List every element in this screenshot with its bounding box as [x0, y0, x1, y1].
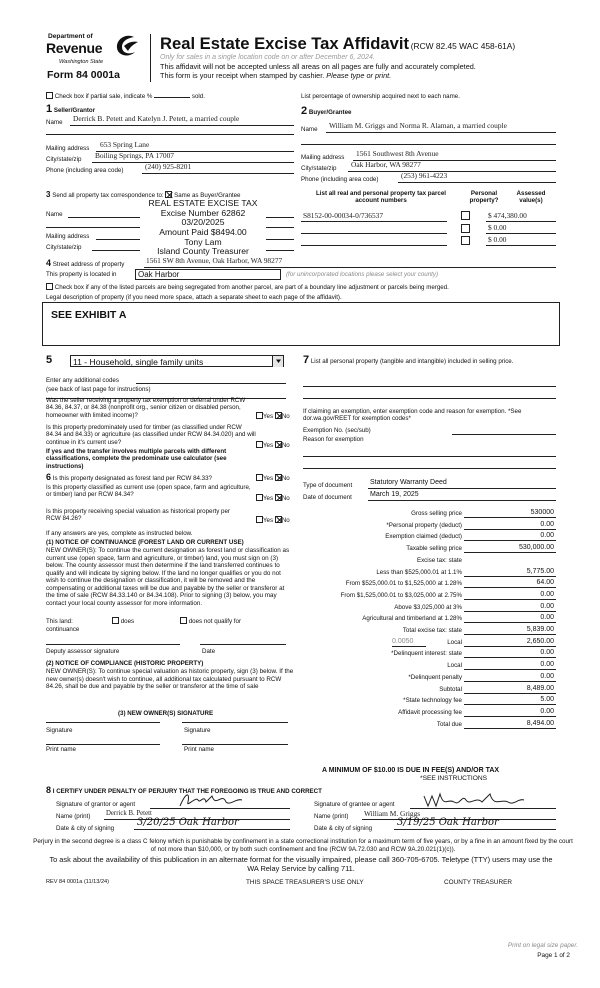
buyer-name-label: Name — [301, 126, 318, 133]
located-select[interactable]: Oak Harbor — [135, 269, 281, 280]
forest-question-row — [46, 472, 260, 483]
see-back-note: (see back of last page for instructions) — [46, 386, 151, 393]
owner-signature-label-1: Signature — [46, 727, 73, 734]
historic-question: Is this property receiving special valuation as historical property per RCW 84.26? — [46, 508, 230, 523]
segregated-row — [46, 283, 449, 291]
street-address-field[interactable]: 1561 SW 8th Avenue, Oak Harbor, WA 98277 — [144, 257, 556, 268]
grantee-date-field[interactable]: 3/19/25 Oak Harbor — [394, 817, 556, 830]
calc-value[interactable]: 530,000.00 — [518, 544, 554, 552]
owner-print-label-1: Print name — [46, 746, 76, 753]
exemption-no-label: Exemption No. (sec/sub) — [303, 427, 371, 434]
seller-name-label: Name — [46, 119, 63, 126]
timber-yes-label: Yes — [263, 442, 274, 449]
calc-label: *Personal property (deduct) — [386, 521, 462, 529]
section-5-number: 5 — [46, 354, 53, 366]
additional-codes-label: Enter any additional codes — [46, 377, 119, 384]
grantor-date-label: Date & city of signing — [56, 825, 115, 832]
assessed-value-3[interactable]: $ 0.00 — [486, 236, 556, 246]
grantee-signature — [420, 790, 530, 810]
seller-name-line-2 — [46, 134, 294, 135]
current-use-no-checkbox[interactable] — [275, 494, 282, 501]
personal-checkbox-3[interactable] — [461, 236, 470, 245]
exemption-no-line[interactable] — [452, 434, 556, 435]
parcel-number-2[interactable] — [301, 233, 447, 234]
grantor-signature-scribble — [176, 790, 256, 810]
title-text: Real Estate Excise Tax Affidavit — [160, 34, 410, 53]
send-mailing-label: Mailing address — [46, 233, 90, 240]
this-land-row — [46, 618, 73, 625]
if-any-note: If any answers are yes, complete as instructed below. — [46, 530, 193, 537]
exemption-yes-no — [256, 412, 290, 420]
calc-label: From $525,000.01 to $1,525,000 at 1.28% — [345, 580, 462, 588]
legal-description-value: SEE EXHIBIT A — [51, 309, 127, 321]
seller-name-field[interactable]: Derrick B. Petett and Katelyn J. Petett, a married couple — [70, 115, 294, 126]
compliance-heading: (2) NOTICE OF COMPLIANCE (HISTORIC PROPERTY) — [46, 660, 204, 667]
compliance-body: NEW OWNER(S): To continue special valuation as historic property, sign (3) below. If the new owner(s) doesn't wish to continue, all additional tax calculated pursuant to RCW 84.26, shall be due and payable by the seller or transferor at the time of sale — [46, 668, 294, 691]
section-2-number: 2 — [301, 105, 308, 117]
personal-checkbox-2[interactable] — [461, 224, 470, 233]
calc-label: Excise tax: state — [416, 556, 462, 564]
grantee-name-field[interactable]: William M. Griggs — [362, 810, 556, 820]
only-for-text: Only for sales in a single location code on or after December 6, 2024. — [160, 54, 375, 61]
parcel-number-3[interactable] — [301, 245, 447, 246]
forest-yes-checkbox[interactable] — [256, 474, 263, 481]
grantor-date-field[interactable]: 3/20/25 Oak Harbor — [134, 817, 290, 830]
forest-yes-label: Yes — [263, 475, 274, 482]
buyer-heading — [301, 105, 352, 118]
calc-label: *State technology fee — [403, 697, 462, 705]
personal-property-row — [303, 354, 559, 367]
historic-yes-no — [256, 516, 290, 524]
see-instructions-note: *SEE INSTRUCTIONS — [420, 775, 488, 782]
exemption-reason-line-1[interactable] — [303, 456, 556, 457]
local-rate: 0.0050 — [392, 638, 426, 647]
owner-print-line-1[interactable] — [46, 744, 160, 745]
receipt-text — [160, 72, 391, 81]
calc-label: Local — [447, 662, 462, 670]
buyer-name-field[interactable]: William M. Griggs and Norma R. Alaman, a married couple — [326, 122, 556, 133]
exemption-claim-label: If claiming an exemption, enter exemption code and reason for exemption. *See dor.wa.gov/REET for exemption codes* — [303, 408, 522, 423]
parcel-number-1[interactable]: S8152-00-00034-0/736537 — [301, 212, 447, 222]
segregated-checkbox[interactable] — [46, 283, 53, 290]
calc-value[interactable]: 0.00 — [540, 649, 554, 657]
exemption-reason-label: Reason for exemption — [303, 436, 364, 443]
segregated-label: Check box if any of the listed parcels are being segregated from another parcel, are part of a boundary line adjustment or parcels being merged. — [54, 284, 449, 291]
forest-no-checkbox[interactable] — [275, 474, 282, 481]
deputy-date-line[interactable] — [200, 644, 286, 645]
deputy-date-label: Date — [202, 648, 216, 655]
owner-signature-label-2: Signature — [184, 727, 211, 734]
seller-city-label: City/state/zip — [46, 156, 82, 163]
calc-value[interactable]: 0.00 — [540, 707, 554, 715]
does-checkbox[interactable] — [112, 617, 119, 624]
this-land-label: This land: — [46, 618, 73, 625]
calc-value[interactable]: 2,650.00 — [526, 637, 554, 645]
new-owner-signature-heading: (3) NEW OWNER(S) SIGNATURE — [118, 710, 214, 717]
stamp-amount: Amount Paid $8494.00 — [159, 226, 247, 237]
seller-city-field[interactable]: Boiling Springs, PA 17007 — [92, 152, 294, 163]
calc-value[interactable]: 5,775.00 — [526, 567, 554, 575]
alt-format-note: To ask about the availability of this publication in an alternate format for the visually impaired, please call 360-705-6705. Teletype (TTY) users may use the WA Relay Service by calling 711. — [49, 855, 553, 873]
stamp-name: Tony Lam — [184, 236, 222, 247]
assessed-value-1[interactable]: $ 474,380.00 — [486, 212, 556, 222]
send-name-label: Name — [46, 211, 63, 218]
calc-label: Gross selling price — [411, 510, 462, 517]
revenue-wordmark: Revenue — [46, 40, 103, 56]
calc-label: Total excise tax: state — [402, 627, 462, 634]
calc-value[interactable]: 0.00 — [540, 614, 554, 622]
land-use-value: 11 - Household, single family units — [73, 357, 204, 367]
calc-value[interactable]: 0.00 — [540, 661, 554, 669]
does-option — [112, 617, 134, 625]
partial-sale-checkbox[interactable] — [46, 92, 53, 99]
deputy-signature-line[interactable] — [46, 644, 180, 645]
partial-sale-row — [46, 92, 205, 100]
section-7-number: 7 — [303, 354, 310, 366]
timber-yes-checkbox[interactable] — [256, 441, 263, 448]
page-number: Page 1 of 2 — [537, 952, 570, 959]
seller-phone-field[interactable]: (240) 925-8201 — [142, 163, 294, 174]
county-treasurer-label: COUNTY TREASURER — [444, 879, 512, 886]
legal-description-label: Legal description of property (if you need more space, attach a separate sheet to each page of the affidavit). — [46, 294, 342, 301]
seller-mailing-label: Mailing address — [46, 145, 90, 152]
calc-value[interactable]: 0.00 — [540, 590, 554, 598]
personal-checkbox-1[interactable] — [461, 211, 470, 220]
revision-code: REV 84 0001a (11/13/24) — [46, 879, 110, 885]
buyer-heading-text: Buyer/Grantee — [308, 109, 352, 116]
section-3-number: 3 — [46, 190, 51, 199]
seller-phone-label: Phone (including area code) — [46, 167, 124, 174]
seller-heading-text: Seller/Grantor — [53, 107, 96, 114]
calc-value[interactable]: 5,839.00 — [526, 626, 554, 633]
does-not-option — [180, 617, 241, 625]
dept-of-text: Department of — [48, 33, 93, 40]
send-city-label: City/state/zip — [46, 244, 82, 251]
owner-signature-line-1[interactable] — [46, 722, 160, 723]
land-use-select[interactable] — [70, 355, 284, 367]
calc-value[interactable]: 0.00 — [540, 520, 554, 528]
forest-yes-no — [256, 474, 290, 482]
additional-codes-line[interactable] — [136, 383, 286, 384]
assessed-header: Assessed value(s) — [516, 190, 546, 205]
dor-logo — [46, 33, 144, 83]
current-use-yes-no — [256, 494, 290, 502]
timber-no-label: No — [281, 442, 290, 449]
section-8-number: 8 — [46, 785, 52, 795]
seller-mailing-field[interactable]: 653 Spring Lane — [96, 141, 294, 152]
personal-property-line-1[interactable] — [303, 386, 556, 387]
historic-no-label: No — [281, 517, 290, 524]
located-label: This property is located in — [46, 271, 117, 278]
partial-sale-label: Check box if partial sale, indicate % — [54, 93, 153, 100]
buyer-city-label: City/state/zip — [301, 165, 337, 172]
exemption-yes-checkbox[interactable] — [256, 412, 263, 419]
exemption-no-checkbox[interactable] — [275, 412, 282, 419]
forest-question: Is this property designated as forest land per RCW 84.33? — [52, 475, 212, 482]
grantee-signature-scribble — [420, 790, 530, 810]
forest-no-label: No — [281, 475, 290, 482]
stamp-line-1: REAL ESTATE EXCISE TAX — [148, 198, 258, 208]
calc-label: From $1,525,000.01 to $3,025,000 at 2.75% — [340, 591, 462, 599]
does-not-label: does not qualify for — [188, 618, 242, 625]
continuance-label: continuance — [46, 626, 80, 633]
personal-property-line-2[interactable] — [303, 398, 556, 399]
not-accepted-text: This affidavit will not be accepted unless all areas on all pages are fully and accurately completed. — [160, 62, 476, 71]
current-use-no-label: No — [281, 495, 290, 502]
deputy-signature-label: Deputy assessor signature — [46, 648, 120, 655]
buyer-city-field[interactable]: Oak Harbor, WA 98277 — [348, 161, 556, 172]
calc-value[interactable]: 8,494.00 — [526, 719, 554, 727]
doc-type-field[interactable]: Statutory Warranty Deed — [368, 479, 556, 489]
timber-no-checkbox[interactable] — [275, 441, 282, 448]
grantee-date-label: Date & city of signing — [314, 825, 373, 832]
grantor-name-field[interactable]: Derrick B. Petett — [104, 810, 290, 820]
grantor-name-label: Name (print) — [56, 813, 91, 820]
certify-text: I CERTIFY UNDER PENALTY OF PERJURY THAT THE FOREGOING IS TRUE AND CORRECT — [52, 788, 322, 795]
same-as-buyer-checkbox[interactable] — [165, 191, 172, 198]
dor-swoosh-icon — [112, 33, 140, 59]
calc-label: *Delinquent penalty — [408, 673, 462, 681]
street-row — [46, 258, 124, 269]
grantor-signature — [176, 790, 256, 810]
personal-header: Personal property? — [469, 190, 499, 205]
calc-label: Exemption claimed (deduct) — [385, 533, 462, 541]
calc-value[interactable]: 530000 — [530, 509, 554, 516]
send-correspondence-label: Send all property tax correspondence to: — [52, 192, 164, 199]
header-divider — [150, 34, 151, 82]
timber-question: Is this property predominately used for timber (as classified under RCW 84.34 and 84.33) or agriculture (as classified under RCW 84.34.020) and will continue in it's current use? — [46, 424, 256, 446]
exemption-yes-label: Yes — [263, 413, 274, 420]
calc-value[interactable]: 0.00 — [540, 672, 554, 680]
current-use-yes-checkbox[interactable] — [256, 494, 263, 501]
treasurer-use-label: THIS SPACE TREASURER'S USE ONLY — [246, 879, 364, 886]
doc-date-label: Date of document — [303, 494, 352, 501]
calc-label: Subtotal — [439, 685, 462, 693]
calc-label: Less than $525,000.01 at 1.1% — [376, 568, 462, 576]
buyer-mailing-label: Mailing address — [301, 154, 345, 161]
form-number: Form 84 0001a — [47, 69, 120, 81]
unincorporated-note: (for unincorporated locations please select your county) — [286, 271, 439, 278]
partial-sold-label: sold. — [191, 93, 205, 100]
buyer-phone-field[interactable]: (253) 961-4223 — [398, 172, 556, 183]
calc-value[interactable]: 64.00 — [536, 579, 554, 587]
current-use-question: Is this property classified as current use (open space, farm and agriculture, or timber) land per RCW 84.34? — [46, 484, 251, 499]
personal-property-label: List all personal property (tangible and intangible) included in selling price. — [310, 358, 514, 365]
calc-label: *Delinquent interest: state — [391, 650, 462, 658]
calc-label: Affidavit processing fee — [398, 708, 462, 716]
grantee-name-label: Name (print) — [314, 813, 349, 820]
does-not-checkbox[interactable] — [180, 617, 187, 624]
calc-value[interactable]: 8,489.00 — [526, 684, 554, 692]
stamp-date: 03/20/2025 — [181, 217, 225, 228]
minimum-due-note: A MINIMUM OF $10.00 IS DUE IN FEE(S) AND/OR TAX — [322, 767, 500, 774]
exemption-reason-line-2[interactable] — [303, 468, 556, 469]
does-label: does — [120, 618, 135, 625]
calc-label: Taxable selling price — [406, 545, 462, 553]
grantor-signature-label: Signature of grantor or agent — [56, 801, 136, 808]
stamp-office: Island County Treasurer — [157, 246, 249, 257]
grantee-signature-label: Signature of grantee or agent — [314, 801, 395, 808]
exemption-question: Was the seller receiving a property tax exemption or deferral under RCW 84.36, 84.37, or 84.38 (nonprofit org., senior citizen or disabled person, homeowner with limited income)? — [46, 397, 246, 419]
buyer-phone-label: Phone (including area code) — [301, 176, 379, 183]
timber-yes-no — [256, 441, 290, 449]
buyer-name-line-2 — [301, 144, 556, 145]
section-1-number: 1 — [46, 103, 53, 115]
section-4-number: 4 — [46, 258, 52, 268]
doc-type-label: Type of document — [303, 482, 353, 489]
assessed-value-2[interactable]: $ 0.00 — [486, 224, 556, 234]
historic-yes-checkbox[interactable] — [256, 516, 263, 523]
section-6-number: 6 — [46, 472, 52, 482]
buyer-mailing-field[interactable]: 1561 Southwest 8th Avenue — [353, 150, 556, 161]
treasurer-stamp — [140, 199, 266, 257]
exemption-no-label: No — [281, 413, 290, 420]
continuance-body: NEW OWNER(S): To continue the current designation as forest land or classification as current use (open space, farm and agriculture, or timber) land, you must sign on (3) below. The county assessor must then determine if the land transferred continues to qualify and will indicate by signing below. If the land no longer qualifies or you do not wish to continue the designation or classification, it will be removed and the compensating or additional taxes will be due and payable by the seller or transferor at the time of sale (RCW 84.33.140 or 84.34.108). Prior to signing (3) below, you may contact your local county assessor for more information. — [46, 547, 290, 607]
perjury-text: Perjury in the second degree is a class C felony which is punishable by confinement in a state correctional institution for a maximum term of five years, or by a fine in an amount fixed by the court of not more than $10,000, or by both such confinement and fine (RCW 9A.72.030 and RCW 9A.20.021(1)(c)). — [33, 838, 573, 853]
partial-sale-percent[interactable] — [154, 97, 190, 98]
stamp-excise-number: Excise Number 62862 — [160, 207, 246, 218]
receipt-sentence: This form is your receipt when stamped by cashier. — [160, 71, 325, 80]
state-text: Washington State — [59, 59, 104, 65]
calc-label: Total due — [436, 720, 462, 728]
calc-label: Agricultural and timberland at 1.28% — [362, 615, 462, 623]
calc-value[interactable]: 0.00 — [540, 532, 554, 540]
doc-date-field[interactable]: March 19, 2025 — [368, 491, 556, 501]
parcel-header: List all real and personal property tax parcel account numbers — [316, 190, 446, 205]
type-print-text: Please type or print. — [326, 71, 392, 80]
calc-value[interactable]: 0.00 — [540, 602, 554, 610]
rcw-text: (RCW 82.45 WAC 458-61A) — [410, 41, 516, 51]
calc-label: Local — [447, 638, 462, 646]
dropdown-arrow-icon[interactable] — [272, 356, 283, 367]
calc-label: Above $3,025,000 at 3% — [394, 603, 462, 611]
historic-yes-label: Yes — [263, 517, 274, 524]
ownership-note: List percentage of ownership acquired next to each name. — [301, 93, 460, 100]
form-title — [160, 34, 580, 54]
historic-no-checkbox[interactable] — [275, 516, 282, 523]
calc-value[interactable]: 5.00 — [540, 696, 554, 704]
continuance-heading: (1) NOTICE OF CONTINUANCE (FOREST LAND OR CURRENT USE) — [46, 539, 244, 546]
current-use-yes-label: Yes — [263, 495, 274, 502]
owner-signature-line-2[interactable] — [182, 722, 288, 723]
perjury-note — [30, 838, 576, 853]
legal-paper-note: Print on legal size paper. — [507, 942, 578, 949]
same-as-buyer-label: Same as Buyer/Grantee — [174, 192, 241, 199]
timber-question-note: If yes and the transfer involves multiple parcels with different classifications, complete the predominate use calculator (see instructions) — [46, 448, 227, 470]
owner-print-line-2[interactable] — [182, 744, 288, 745]
street-label: Street address of property — [52, 261, 125, 268]
legal-description-box[interactable] — [42, 302, 560, 346]
owner-print-label-2: Print name — [184, 746, 214, 753]
